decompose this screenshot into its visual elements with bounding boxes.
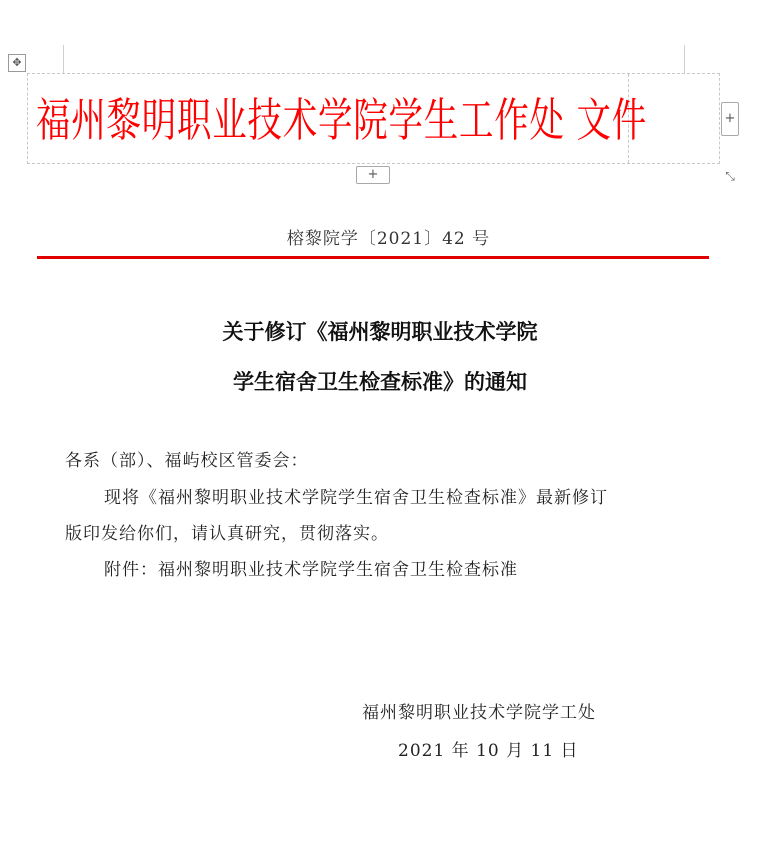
document-number: 榕黎院学〔2021〕42 号	[286, 229, 491, 249]
margin-guide-left	[63, 45, 64, 73]
body-paragraph-line1: 现将《福州黎明职业技术学院学生宿舍卫生检查标准》最新修订	[104, 488, 608, 508]
add-row-button[interactable]: +	[356, 166, 390, 184]
attachment-note: 附件：福州黎明职业技术学院学生宿舍卫生检查标准	[104, 560, 518, 580]
red-separator-line	[37, 256, 709, 259]
margin-guide-right	[684, 45, 685, 73]
table-resize-handle-icon[interactable]: ⤡	[725, 169, 735, 183]
signature-organization: 福州黎明职业技术学院学工处	[362, 703, 596, 723]
header-table	[27, 73, 720, 164]
salutation: 各系（部）、福屿校区管委会：	[65, 451, 309, 471]
table-move-handle-icon[interactable]: ✥	[8, 54, 26, 72]
signature-date: 2021 年 10 月 11 日	[398, 741, 579, 761]
add-column-button[interactable]: +	[721, 102, 739, 136]
notice-title-line2: 学生宿舍卫生检查标准》的通知	[233, 370, 527, 394]
notice-title-line1: 关于修订《福州黎明职业技术学院	[222, 320, 538, 344]
red-header-title: 福州黎明职业技术学院学生工作处 文件	[36, 93, 647, 147]
body-paragraph-line2: 版印发给你们，请认真研究，贯彻落实。	[65, 524, 389, 544]
